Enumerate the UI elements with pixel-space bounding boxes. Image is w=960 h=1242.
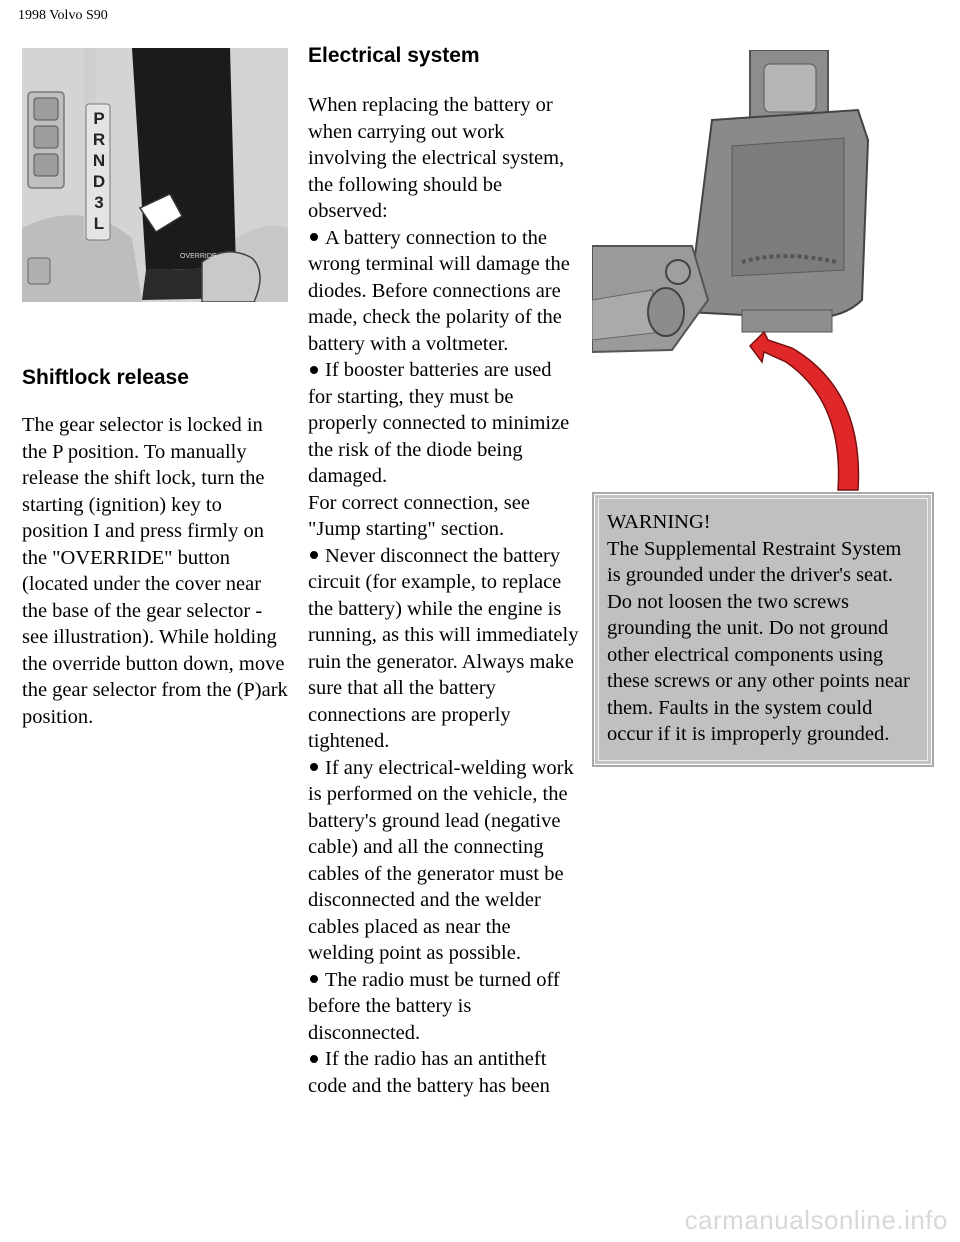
electrical-intro: When replacing the battery or when carrying out work involving the electrical system, the following should be observed:	[308, 94, 565, 222]
column-electrical	[308, 44, 580, 1099]
electrical-heading: Electrical system	[308, 44, 480, 67]
list-item	[308, 225, 580, 358]
bullet-dot-icon	[310, 1055, 318, 1063]
bullet-text: The radio must be turned off before the battery is disconnected.	[308, 968, 560, 1044]
bullet-text: If the radio has an antitheft code and the battery has been	[308, 1048, 550, 1097]
shiftlock-body: The gear selector is locked in the P position. To manually release the shift lock, turn the starting (ignition) key to position I and press firmly on the "OVERRIDE" button (located under the cover near the base of the gear selector - see illustration). While holding the override button down, move the gear selector from the (P)ark position.	[22, 414, 288, 728]
warning-text: The Supplemental Restraint System is grounded under the driver's seat. Do not loosen the two screws grounding the unit. Do not ground other electrical components using these screws or any other points near them. Faults in the system could occur if it is improperly grounded.	[607, 537, 910, 745]
bullet-text: A battery connection to the wrong terminal will damage the diodes. Before connections are made, check the polarity of the battery with a voltmeter.	[308, 226, 570, 355]
warning-content	[598, 498, 928, 761]
bullet-dot-icon	[310, 233, 318, 241]
list-item	[308, 1046, 580, 1099]
gear-label-l: L	[93, 214, 105, 233]
bullet-dot-icon	[310, 551, 318, 559]
bullet-dot-icon	[310, 975, 318, 983]
gear-selector-drawing	[22, 48, 288, 302]
bullet-text: If booster batteries are used for starting, they must be properly connected to minimize the risk of the diode being damaged.	[308, 359, 570, 487]
bullet-text: Never disconnect the battery circuit (for example, to replace the battery) while the engine is running, as this will immediately ruin the generator. Always make sure that all the battery connections are properly tightened.	[308, 544, 579, 752]
list-item	[308, 357, 580, 543]
jump-start-note: For correct connection, see "Jump starting" section.	[308, 491, 530, 540]
column-shiftlock	[22, 48, 290, 730]
column-warning	[592, 50, 938, 767]
gear-label-p: P	[93, 109, 105, 128]
gear-selector-illustration	[22, 48, 288, 302]
bullet-dot-icon	[310, 366, 318, 374]
red-curved-arrow-icon	[750, 332, 858, 490]
warning-box	[592, 492, 934, 767]
svg-text:OVERRIDE: OVERRIDE	[180, 253, 217, 260]
seat-drawing	[592, 50, 938, 492]
electrical-bullet-list	[308, 225, 580, 1100]
seat-illustration	[592, 50, 938, 492]
page-header: 1998 Volvo S90	[18, 8, 108, 23]
gear-label-d: D	[92, 172, 106, 191]
gear-label-3: 3	[94, 193, 104, 212]
list-item	[308, 967, 580, 1047]
list-item	[308, 543, 580, 755]
shiftlock-heading: Shiftlock release	[22, 366, 189, 389]
list-item	[308, 755, 580, 967]
bullet-text: If any electrical-welding work is performed on the vehicle, the battery's ground lead (negative cable) and all the connecting cables of the generator must be disconnected and the welder cables placed as near the welding point as possible.	[308, 756, 574, 964]
gear-label-n: N	[92, 151, 106, 170]
watermark: carmanualsonline.info	[684, 1205, 948, 1235]
bullet-dot-icon	[310, 763, 318, 771]
warning-title: WARNING!	[607, 511, 711, 533]
gear-label-r: R	[92, 130, 106, 149]
